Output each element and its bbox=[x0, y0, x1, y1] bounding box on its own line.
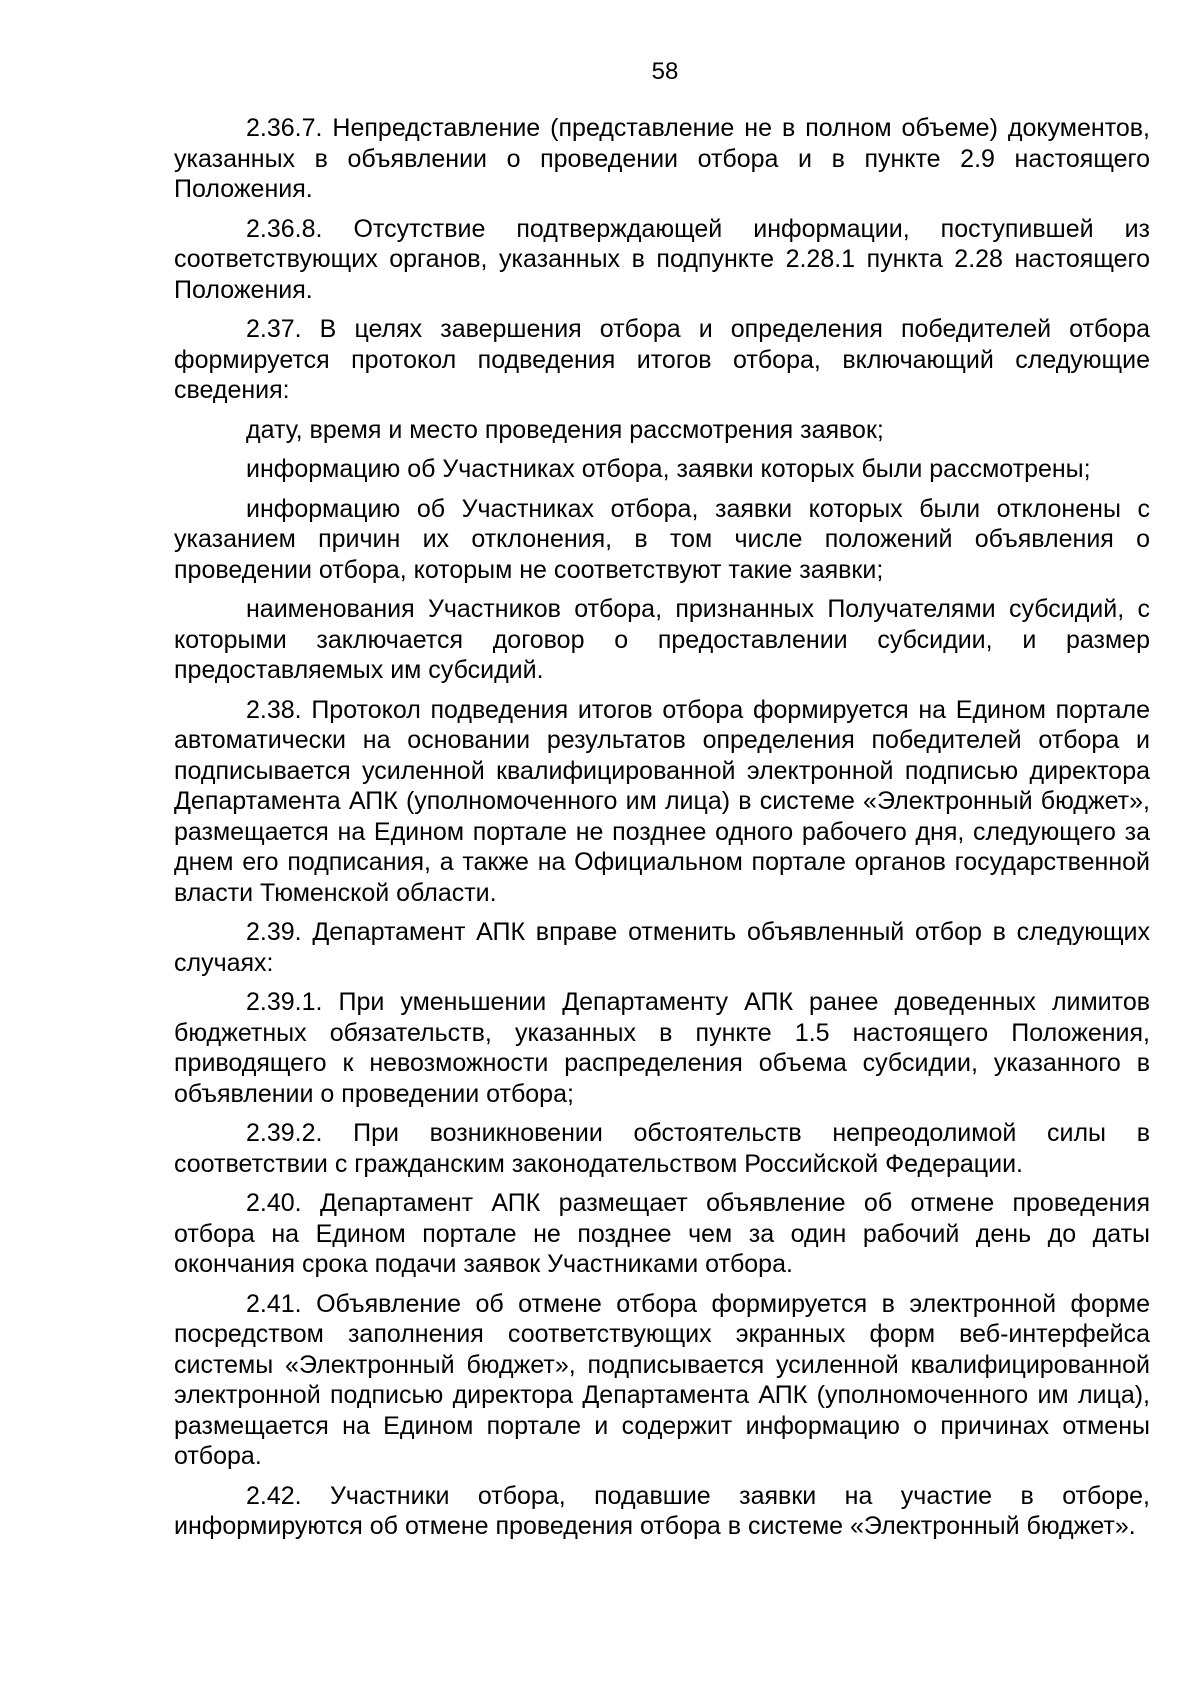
paragraph-2-38: 2.38. Протокол подведения итогов отбора формируется на Едином портале автоматически на основании результатов определения победителей отбора и подписывается усиленной квалифицированной электронной подписью директора Департамента АПК (уполномоченного им лица) в системе «Электронный бюджет», размещается на Едином портале не позднее одного рабочего дня, следующего за днем его подписания, а также на Официальном портале органов государственной власти Тюменской области. bbox=[174, 695, 1150, 907]
paragraph-2-40: 2.40. Департамент АПК размещает объявление об отмене проведения отбора на Едином портале не позднее чем за один рабочий день до даты окончания срока подачи заявок Участниками отбора. bbox=[174, 1189, 1150, 1278]
paragraph-list-item-recipients: наименования Участников отбора, признанных Получателями субсидий, с которыми заключается договор о предоставлении субсидии, и размер предоставляемых им субсидий. bbox=[174, 595, 1150, 684]
paragraph-2-41: 2.41. Объявление об отмене отбора формируется в электронной форме посредством заполнения соответствующих экранных форм веб-интерфейса системы «Электронный бюджет», подписывается усиленной квалифицированной электронной подписью директора Департамента АПК (уполномоченного им лица), размещается на Едином портале и содержит информацию о причинах отмены отбора. bbox=[174, 1289, 1150, 1470]
paragraph-2-39-1: 2.39.1. При уменьшении Департаменту АПК ранее доведенных лимитов бюджетных обязательств, указанных в пункте 1.5 настоящего Положения, приводящего к невозможности распределения объема субсидии, указанного в объявлении о проведении отбора; bbox=[174, 988, 1150, 1108]
paragraph-list-item-rejected: информацию об Участниках отбора, заявки которых были отклонены с указанием причин их отклонения, в том числе положений объявления о проведении отбора, которым не соответствуют такие заявки; bbox=[174, 494, 1150, 584]
page-number: 58 bbox=[651, 58, 679, 85]
paragraph-2-36-8: 2.36.8. Отсутствие подтверждающей информации, поступившей из соответствующих органов, указанных в подпункте 2.28.1 пункта 2.28 настоящего Положения. bbox=[174, 214, 1150, 304]
paragraph-2-39: 2.39. Департамент АПК вправе отменить объявленный отбор в следующих случаях: bbox=[174, 918, 1150, 977]
paragraph-2-39-2: 2.39.2. При возникновении обстоятельств непреодолимой силы в соответствии с гражданским законодательством Российской Федерации. bbox=[174, 1119, 1150, 1178]
paragraph-2-36-7: 2.36.7. Непредставление (представление не в полном объеме) документов, указанных в объявлении о проведении отбора и в пункте 2.9 настоящего Положения. bbox=[174, 114, 1150, 203]
document-body bbox=[174, 113, 1150, 1551]
paragraph-list-item-reviewed: информацию об Участниках отбора, заявки которых были рассмотрены; bbox=[246, 455, 1091, 483]
paragraph-list-item-date: дату, время и место проведения рассмотрения заявок; bbox=[246, 415, 884, 444]
paragraph-2-37: 2.37. В целях завершения отбора и определения победителей отбора формируется протокол подведения итогов отбора, включающий следующие сведения: bbox=[174, 315, 1150, 404]
paragraph-2-42: 2.42. Участники отбора, подавшие заявки на участие в отборе, информируются об отмене проведения отбора в системе «Электронный бюджет». bbox=[174, 1481, 1150, 1540]
